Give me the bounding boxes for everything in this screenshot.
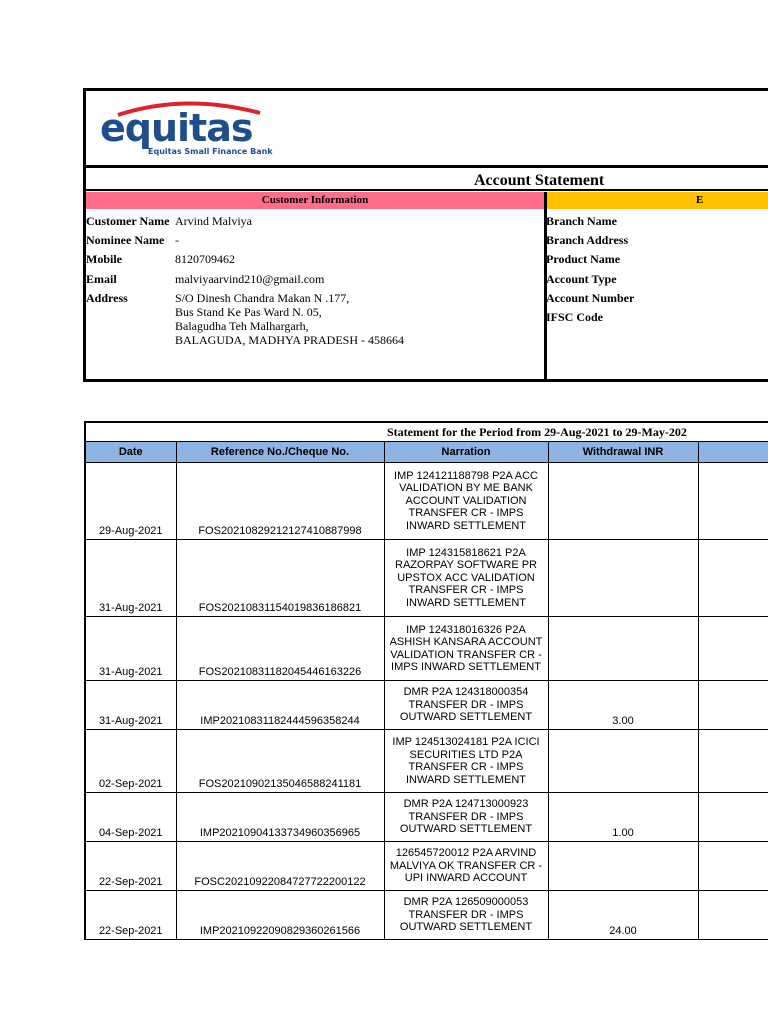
column-header-narration: Narration [384,442,548,463]
table-header-row [86,442,768,463]
row-narration: IMP 124318016326 P2A ASHISH KANSARA ACCOUNT VALIDATION TRANSFER CR - IMPS INWARD SETTLEMENT [384,617,548,681]
account-number-label: Account Number [546,291,635,305]
ifsc-code-label: IFSC Code [546,310,604,324]
nominee-value: - [175,233,179,247]
title-divider [86,189,768,191]
table-row [86,730,768,793]
branch-info-heading-text: E [696,194,704,206]
customer-name-value: Arvind Malviya [175,214,252,228]
table-row [86,842,768,891]
row-reference: FOS20210902135046588241181 [176,730,384,793]
account-type-label: Account Type [546,272,617,286]
address-line: Balagudha Teh Malhargarh, [175,319,309,333]
row-overflow [698,681,768,730]
product-name-label: Product Name [546,252,621,266]
column-header-reference: Reference No./Cheque No. [176,442,384,463]
header-divider [86,165,768,168]
row-narration: 126545720012 P2A ARVIND MALVIYA OK TRANSFER CR - UPI INWARD ACCOUNT [384,842,548,891]
row-reference: FOS20210829212127410887998 [176,463,384,540]
row-withdrawal: 24.00 [548,891,698,940]
table-row [86,681,768,730]
row-overflow [698,617,768,681]
row-overflow [698,540,768,617]
table-row [86,793,768,842]
row-withdrawal [548,842,698,891]
mobile-value: 8120709462 [175,252,235,266]
bank-logo [100,99,273,159]
logo-wordmark: equitas [100,106,253,150]
transactions-table-container [84,421,768,940]
row-overflow [698,891,768,940]
page-title: Account Statement [474,172,605,189]
branch-name-label: Branch Name [546,214,617,228]
mobile-label: Mobile [86,252,122,266]
row-date: 02-Sep-2021 [86,730,176,793]
table-row [86,540,768,617]
table-row [86,891,768,940]
nominee-label: Nominee Name [86,233,165,247]
row-reference: FOS20210831182045446163226 [176,617,384,681]
row-date: 22-Sep-2021 [86,891,176,940]
address-label: Address [86,291,128,305]
row-date: 31-Aug-2021 [86,540,176,617]
row-date: 22-Sep-2021 [86,842,176,891]
table-row [86,617,768,681]
logo-subtitle: Equitas Small Finance Bank [148,147,273,156]
row-narration: IMP 124315818621 P2A RAZORPAY SOFTWARE PR UPSTOX ACC VALIDATION TRANSFER CR - IMPS INWARD SETTLEMENT [384,540,548,617]
row-withdrawal [548,730,698,793]
row-overflow [698,842,768,891]
branch-info-heading [547,192,768,209]
row-withdrawal [548,617,698,681]
email-value: malviyaarvind210@gmail.com [175,272,325,286]
statement-period-text: Statement for the Period from 29-Aug-2021 to 29-May-202 [387,425,687,439]
address-line: BALAGUDA, MADHYA PRADESH - 458664 [175,333,405,347]
statement-header [83,88,768,382]
row-reference: IMP20210904133734960356965 [176,793,384,842]
column-header-overflow [698,442,768,463]
row-reference: FOSC20210922084727722200122 [176,842,384,891]
row-withdrawal [548,463,698,540]
row-narration: DMR P2A 124713000923 TRANSFER DR - IMPS OUTWARD SETTLEMENT [384,793,548,842]
row-narration: IMP 124121188798 P2A ACC VALIDATION BY ME BANK ACCOUNT VALIDATION TRANSFER CR - IMPS INWARD SETTLEMENT [384,463,548,540]
branch-address-label: Branch Address [546,233,629,247]
row-narration: IMP 124513024181 P2A ICICI SECURITIES LTD P2A TRANSFER CR - IMPS INWARD SETTLEMENT [384,730,548,793]
row-withdrawal [548,540,698,617]
customer-name-label: Customer Name [86,214,170,228]
row-overflow [698,730,768,793]
address-value [175,291,404,347]
customer-info-heading: Customer Information [86,192,544,209]
table-row [86,463,768,540]
row-date: 31-Aug-2021 [86,617,176,681]
row-reference: IMP20210922090829360261566 [176,891,384,940]
row-date: 29-Aug-2021 [86,463,176,540]
address-line: S/O Dinesh Chandra Makan N .177, [175,291,350,305]
email-label: Email [86,272,117,286]
row-narration: DMR P2A 124318000354 TRANSFER DR - IMPS OUTWARD SETTLEMENT [384,681,548,730]
transactions-table [86,442,768,940]
row-date: 04-Sep-2021 [86,793,176,842]
column-header-withdrawal: Withdrawal INR [548,442,698,463]
row-withdrawal: 1.00 [548,793,698,842]
row-date: 31-Aug-2021 [86,681,176,730]
row-reference: IMP20210831182444596358244 [176,681,384,730]
row-narration: DMR P2A 126509000053 TRANSFER DR - IMPS OUTWARD SETTLEMENT [384,891,548,940]
row-overflow [698,793,768,842]
column-header-date: Date [86,442,176,463]
row-overflow [698,463,768,540]
row-reference: FOS20210831154019836186821 [176,540,384,617]
statement-period [86,423,768,442]
row-withdrawal: 3.00 [548,681,698,730]
address-line: Bus Stand Ke Pas Ward N. 05, [175,305,322,319]
